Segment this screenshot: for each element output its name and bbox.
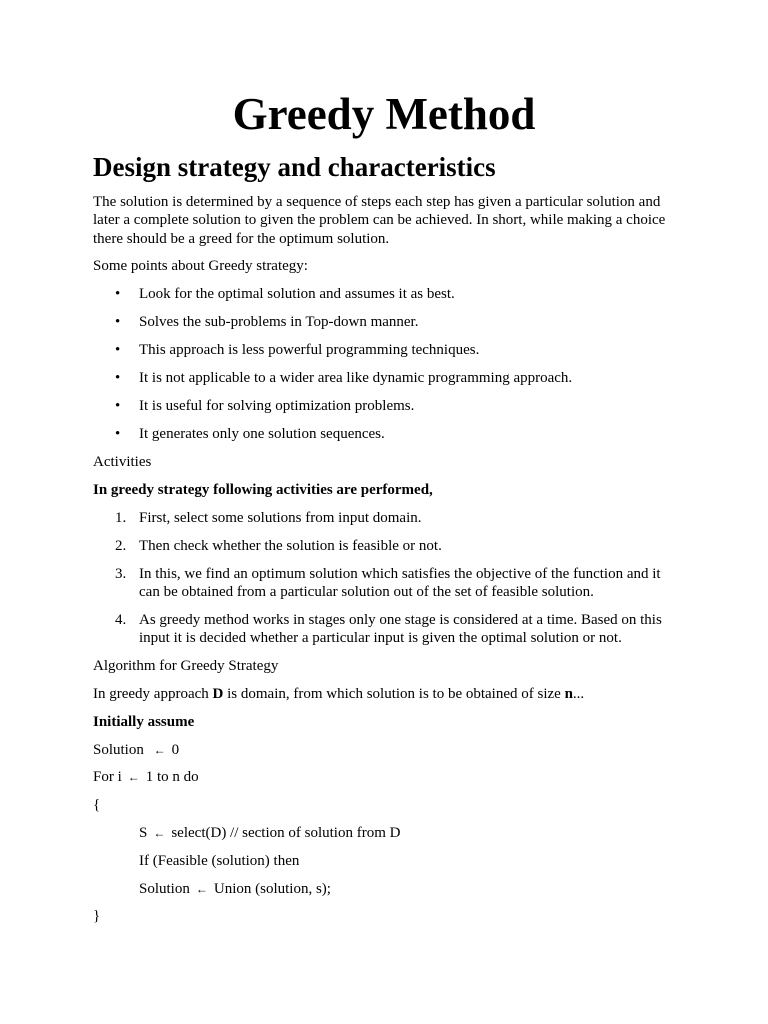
list-item-text: In this, we find an optimum solution which satisfies the objective of the function and it can be obtained from a particular solution out of the set of feasible solution. bbox=[139, 565, 661, 600]
code-text: Solution bbox=[139, 880, 190, 897]
list-item bbox=[115, 565, 678, 602]
activities-list bbox=[93, 509, 678, 648]
code-text: Union (solution, s); bbox=[213, 880, 331, 897]
domain-variable: D bbox=[212, 686, 224, 703]
code-close-brace: } bbox=[93, 908, 101, 925]
bullet-icon: • bbox=[115, 314, 121, 331]
list-item-text: It is useful for solving optimization problems. bbox=[139, 398, 415, 415]
activities-heading: In greedy strategy following activities are performed, bbox=[93, 481, 433, 498]
list-item-text: Then check whether the solution is feasible or not. bbox=[139, 537, 442, 554]
list-item bbox=[115, 285, 678, 303]
approach-prefix: In greedy approach bbox=[93, 686, 213, 703]
points-heading: Some points about Greedy strategy: bbox=[93, 258, 308, 275]
code-text: select(D) // section of solution from D bbox=[171, 825, 401, 841]
left-arrow-icon: ← bbox=[127, 770, 140, 785]
code-open-brace: { bbox=[93, 797, 101, 814]
list-item bbox=[115, 425, 678, 443]
code-line-for-loop bbox=[93, 768, 678, 786]
code-text: 0 bbox=[171, 741, 180, 758]
approach-paragraph bbox=[93, 685, 678, 703]
left-arrow-icon: ← bbox=[153, 742, 166, 757]
list-item-text: It generates only one solution sequences. bbox=[139, 426, 385, 443]
list-item bbox=[115, 397, 678, 415]
code-line-if: If (Feasible (solution) then bbox=[139, 852, 300, 869]
bullet-icon: • bbox=[115, 398, 121, 415]
approach-suffix: ... bbox=[572, 686, 585, 703]
document-body bbox=[93, 193, 678, 935]
list-item bbox=[115, 611, 678, 648]
code-text: For i bbox=[93, 769, 122, 786]
initially-heading: Initially assume bbox=[93, 713, 195, 730]
left-arrow-icon: ← bbox=[195, 881, 208, 896]
left-arrow-icon: ← bbox=[153, 826, 166, 840]
code-text: 1 to n do bbox=[145, 769, 199, 786]
list-item-text: It is not applicable to a wider area like dynamic programming approach. bbox=[139, 370, 573, 387]
bullet-icon: • bbox=[115, 370, 121, 387]
code-line-select bbox=[93, 824, 678, 842]
size-variable: n bbox=[564, 686, 573, 703]
list-item-text: Look for the optimal solution and assumes it as best. bbox=[139, 286, 455, 303]
bullet-icon: • bbox=[115, 426, 121, 443]
code-text: S bbox=[139, 825, 148, 841]
bullet-icon: • bbox=[115, 286, 121, 303]
list-item-text: This approach is less powerful programming techniques. bbox=[139, 342, 480, 359]
list-item bbox=[115, 313, 678, 331]
list-item-text: First, select some solutions from input domain. bbox=[139, 509, 422, 526]
list-item-text: As greedy method works in stages only one stage is considered at a time. Based on this input it is decided whether a particular input is given the optimal solution or not. bbox=[139, 611, 662, 647]
list-number: 2. bbox=[115, 537, 127, 554]
bullet-icon: • bbox=[115, 342, 121, 359]
list-item bbox=[115, 369, 678, 387]
list-number: 1. bbox=[115, 509, 127, 526]
list-item bbox=[115, 341, 678, 359]
intro-paragraph: The solution is determined by a sequence of steps each step has given a particular solution and later a complete solution to given the problem can be achieved. In short, while making a choice there should be a greed for the optimum solution. bbox=[93, 194, 666, 247]
section-heading: Design strategy and characteristics bbox=[93, 152, 496, 182]
list-item bbox=[115, 537, 678, 555]
code-text: Solution bbox=[93, 741, 144, 758]
list-number: 4. bbox=[115, 611, 127, 628]
page-title: Greedy Method bbox=[232, 89, 536, 139]
code-line-solution-init bbox=[93, 741, 678, 759]
approach-middle: is domain, from which solution is to be obtained of size bbox=[223, 686, 565, 703]
list-item-text: Solves the sub-problems in Top-down manner. bbox=[139, 314, 419, 331]
points-list bbox=[93, 285, 678, 443]
list-number: 3. bbox=[115, 565, 127, 582]
list-item bbox=[115, 509, 678, 527]
activities-label: Activities bbox=[93, 454, 152, 471]
code-line-union bbox=[93, 880, 678, 898]
algorithm-heading: Algorithm for Greedy Strategy bbox=[93, 658, 279, 675]
